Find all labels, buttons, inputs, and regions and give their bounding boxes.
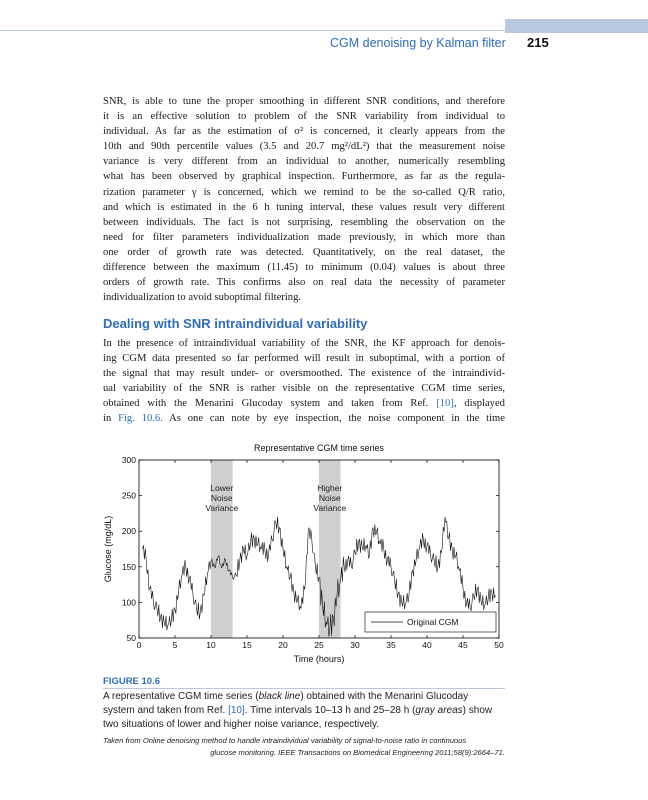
region-label: Higher [317,483,343,493]
x-tick-label: 10 [206,640,216,650]
section-heading: Dealing with SNR intraindividual variability [103,316,368,331]
figure-caption [103,690,505,733]
y-tick-label: 50 [126,633,136,643]
caption-text: . Time intervals 10–13 h and 25–28 h ( [244,705,416,717]
paragraph-line: ing CGM data presented so far performed will result in suboptimal, with a portion of [103,353,505,365]
paragraph-line: orders of growth rate. This confirms also on real data the necessity of parameter [103,277,505,289]
paragraph-line: it is an effective solution to problem of the SNR variability from individual to [103,111,505,123]
source-line: Taken from Online denoising method to handle intraindividual variability of signal-to-noise ratio in continuous [103,736,467,745]
paragraph-line: individual. As far as the estimation of σ² is concerned, it clearly appears from the [103,126,505,138]
figure-rule [103,688,505,689]
y-tick-label: 200 [121,526,136,537]
x-tick-label: 25 [314,640,324,650]
caption-text: gray areas [415,705,463,717]
y-tick-label: 300 [121,455,136,465]
paragraph-line [103,396,505,411]
header-rule [0,30,505,31]
header-color-band [505,19,648,33]
paragraph-2 [103,336,505,427]
paragraph-line: between individuals. The fact is not surprising, resembling the observation on the [103,216,505,228]
caption-text: ) show [462,705,493,717]
x-tick-label: 45 [458,640,468,650]
y-tick-label: 250 [121,490,136,501]
figure-source [103,735,505,759]
x-tick-label: 20 [278,640,288,650]
citation-link[interactable]: [10] [436,398,454,410]
region-label: Lower [210,483,234,493]
line-text: in [103,413,119,425]
chart-title: Representative CGM time series [253,443,385,453]
paragraph-line: and which is estimated in the 6 h tuning interval, these values result very different [103,201,505,213]
y-tick-label: 150 [121,561,136,572]
paragraph-line: variance is very different from an individual to another, numerically resembling [103,156,505,168]
x-axis-label: Time (hours) [293,654,345,664]
caption-text: black line [258,691,301,702]
caption-text: ) obtained with the Menarini Glucoday [300,691,469,702]
cgm-chart [103,440,505,670]
caption-line [103,704,505,718]
legend-label: Original CGM [407,617,459,627]
figure-link[interactable]: Fig. 10.6. [118,413,163,425]
caption-line [103,690,505,704]
figure-label: FIGURE 10.6 [103,676,161,687]
paragraph-line: need for filter parameters individualization made previously, in which more than [103,231,505,243]
x-tick-label: 0 [136,640,142,650]
region-label: Noise [210,493,233,503]
line-text: As one can note by eye inspection, the noise component in the time [169,413,505,425]
region-label: Variance [313,503,347,513]
source-line: glucose monitoring. IEEE Transactions on Biomedical Engineering 2011;58(9):2664–71. [210,748,505,757]
region-label: Noise [318,493,341,503]
x-tick-label: 35 [386,640,396,650]
caption-line: two situations of lower and higher noise variance, respectively. [103,719,380,731]
running-head: CGM denoising by Kalman filter [330,36,506,50]
line-text: obtained with the Menarini Glucoday system and taken from Ref. [103,398,437,410]
x-tick-label: 40 [422,640,432,650]
paragraph-line: rization parameter γ is concerned, which we remind to be the so-called Q/R ratio, [103,186,505,198]
page-number: 215 [527,35,549,50]
paragraph-line: SNR, is able to tune the proper smoothing in different SNR conditions, and therefore [103,96,505,107]
y-axis-label: Glucose (mg/dL) [103,515,113,583]
paragraph-line: difference between the maximum (11.45) to minimum (0.04) values is about three [103,262,505,274]
line-text: , displayed [453,398,505,410]
x-tick-label: 30 [350,640,360,650]
x-tick-label: 50 [494,640,504,650]
paragraph-line: one order of growth rate was detected. Quantitatively, on the real dataset, the [103,246,505,258]
paragraph-line: ual variability of the SNR is rather visible on the representative CGM time series, [103,383,505,395]
paragraph-line: the signal that may result under- or oversmoothed. The existence of the intraindivid- [103,368,505,380]
caption-text: A representative CGM time series ( [103,691,259,702]
x-tick-label: 5 [172,640,178,650]
paragraph-line: individualization to avoid suboptimal filtering. [103,292,302,304]
paragraph-1 [103,94,505,305]
paragraph-line: 10th and 90th percentile values (3.5 and 20.7 mg²/dL²) that the measurement noise [103,141,505,153]
caption-text: system and taken from Ref. [103,705,229,717]
y-tick-label: 100 [121,597,136,608]
paragraph-line: what has been observed by graphical inspection. Furthermore, as far as the regula- [103,171,505,183]
citation-link[interactable]: [10] [228,705,245,717]
figure-10-6 [103,440,505,670]
paragraph-line [103,411,505,426]
region-label: Variance [205,503,239,513]
paragraph-line: In the presence of intraindividual variability of the SNR, the KF approach for denois- [103,338,505,349]
x-tick-label: 15 [242,640,252,650]
